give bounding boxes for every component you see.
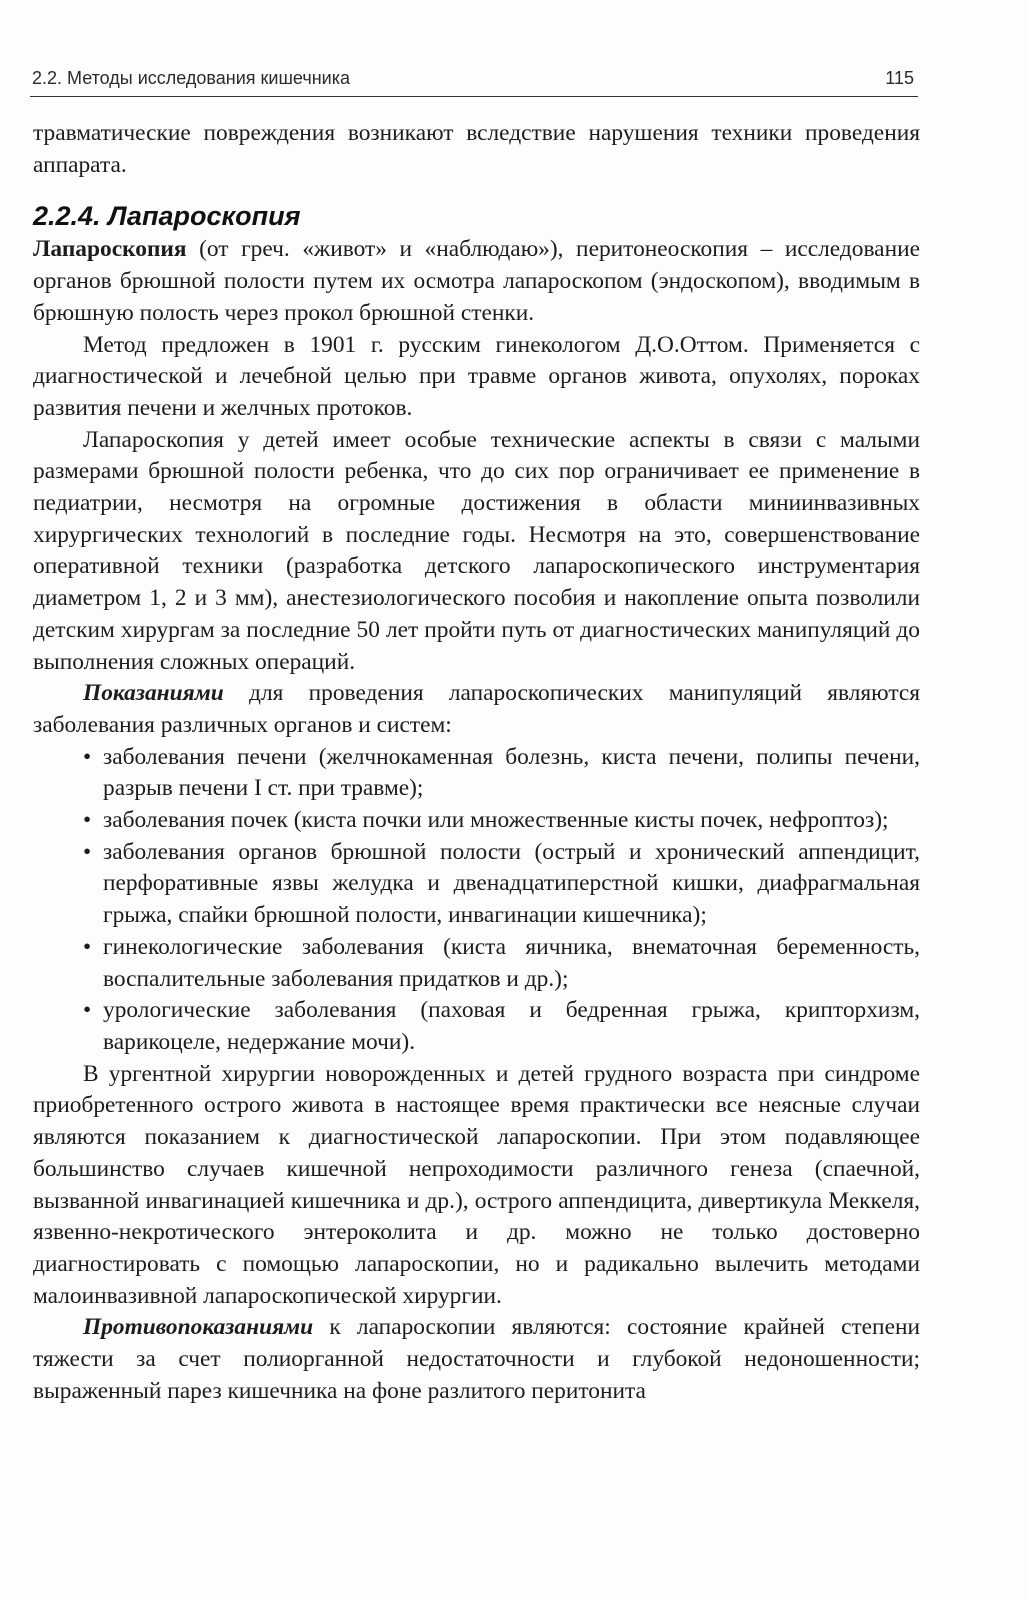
list-item — [33, 995, 920, 1058]
list-item — [33, 805, 920, 837]
paragraph-continuation: травматические повреждения возникают вследствие нарушения техники проведения аппарата. — [33, 120, 920, 178]
paragraph-indications — [33, 678, 920, 741]
list-item-text: урологические заболевания (паховая и бедренная грыжа, крипторхизм, варикоцеле, недержание мочи). — [103, 997, 920, 1055]
paragraph-contraindications — [33, 1312, 920, 1407]
bullet-icon: • — [83, 743, 92, 770]
header-title: 2.2. Методы исследования кишечника — [32, 68, 350, 88]
bullet-icon: • — [83, 997, 92, 1024]
list-item-text: заболевания органов брюшной полости (острый и хронический аппендицит, перфоративные язвы желудка и двенадцатиперстной кишки, диафрагмальная грыжа, спайки брюшной полости, инвагинации кишечника); — [103, 838, 920, 929]
bullet-icon: • — [83, 807, 92, 834]
paragraph-history: Метод предложен в 1901 г. русским гинекологом Д.О.Оттом. Применяется с диагностической и лечебной целью при травме органов живота, опухолях, пороках развития печени и желчных протоков. — [33, 331, 920, 421]
list-item — [33, 837, 920, 932]
definition-text: (от греч. «живот» и «наблюдаю»), перитонеоскопия – исследование органов брюшной полости путем их осмотра лапароскопом (эндоскопом), вводимым в брюшную полость через прокол брюшной стенки. — [33, 236, 920, 326]
bullet-icon: • — [83, 933, 92, 960]
contraindications-text: к лапароскопии являются: состояние крайней степени тяжести за счет полиорганной недостаточности и глубокой недоношенности; выраженный парез кишечника на фоне разлитого перитонита — [33, 1314, 920, 1404]
paragraph-children: Лапароскопия у детей имеет особые технические аспекты в связи с малыми размерами брюшной полости ребенка, что до сих пор ограничивает ее применение в педиатрии, несмотря на огромные достижения в области миниинвазивных хирургических технологий в последние годы. Несмотря на это, совершенствование оперативной техники (разработка детского лапароскопического инструментария диаметром 1, 2 и 3 мм), анестезиологического пособия и накопление опыта позволили детским хирургам за последние 50 лет пройти путь от диагностических манипуляций до выполнения сложных операций. — [33, 426, 920, 675]
paragraph-urgent-surgery: В ургентной хирургии новорожденных и детей грудного возраста при синдроме приобретенного острого живота в настоящее время практически все неясные случаи являются показанием к диагностической лапароскопии. При этом подавляющее большинство случаев кишечной непроходимости различного генеза (спаечной, вызванной инвагинацией кишечника и др.), острого аппендицита, дивертикула Меккеля, язвенно-некротического энтероколита и др. можно не только достоверно диагностировать с помощью лапароскопии, но и радикально вылечить методами малоинвазивной лапароскопической хирургии. — [33, 1060, 920, 1309]
list-item — [33, 932, 920, 995]
bullet-icon: • — [83, 838, 92, 865]
section-title: 2.2.4. Лапароскопия — [33, 201, 301, 232]
page-body — [33, 118, 920, 1407]
term-indications: Показаниями — [83, 680, 224, 707]
paragraph-definition — [33, 234, 920, 329]
term-laparoscopy: Лапароскопия — [33, 236, 187, 263]
list-item-text: гинекологические заболевания (киста яичника, внематочная беременность, воспалительные заболевания придатков и др.); — [103, 933, 920, 992]
term-contraindications: Противопоказаниями — [83, 1314, 314, 1341]
indications-list — [33, 742, 920, 1059]
list-item-text: заболевания печени (желчнокаменная болезнь, киста печени, полипы печени, разрыв печени I ст. при травме); — [103, 743, 920, 802]
list-item-text: заболевания почек (киста почки или множественные кисты почек, нефроптоз); — [103, 807, 889, 834]
indications-text: для проведения лапароскопических манипуляций являются заболевания различных органов и систем: — [33, 680, 920, 738]
list-item — [33, 742, 920, 805]
page-number: 115 — [885, 68, 914, 88]
running-header — [30, 62, 918, 97]
